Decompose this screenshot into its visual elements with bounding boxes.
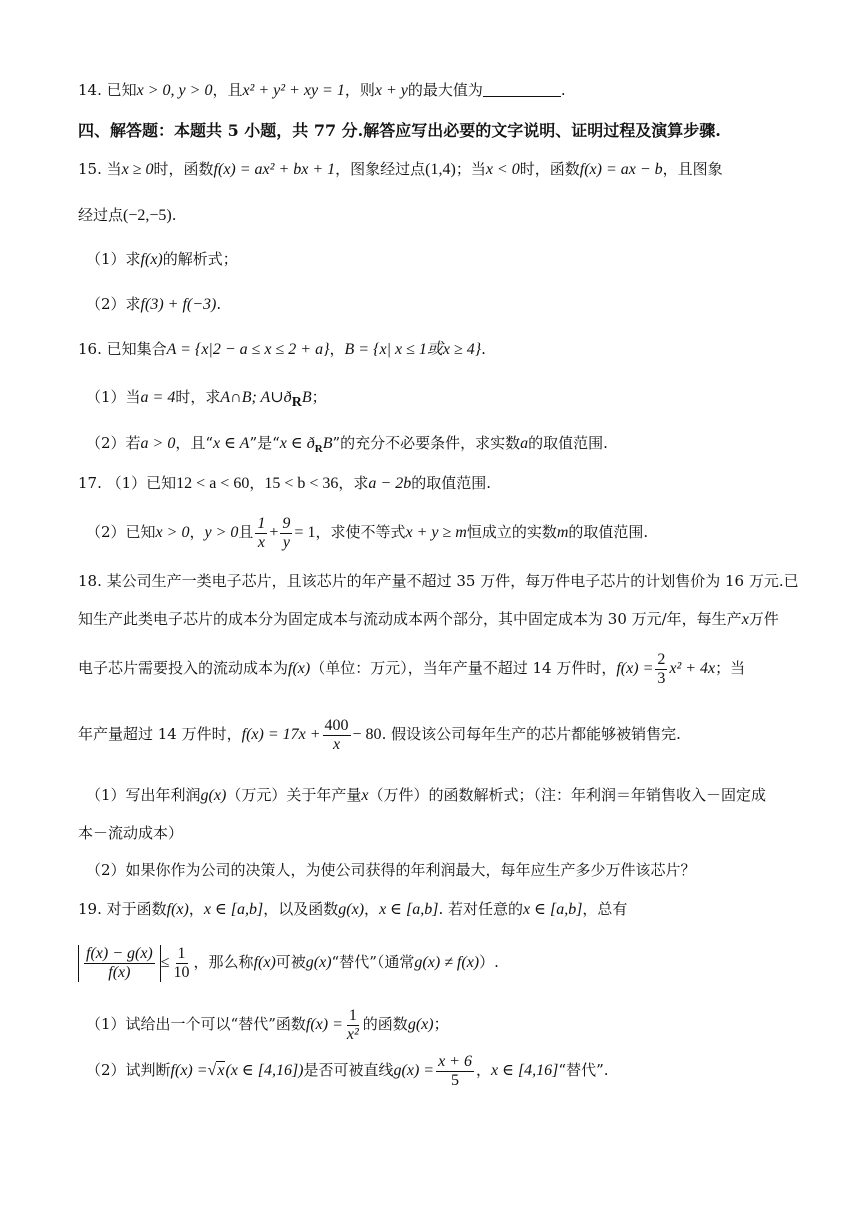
math: g(x) = (393, 1062, 435, 1079)
math: g(x) ≠ f(x) (414, 954, 480, 971)
q18-line-1: 18. 某公司生产一类电子芯片，且该芯片的年产量不超过 35 万件，每万件电子芯片的计划售价为 16 万元.已 (78, 572, 799, 590)
math: x (361, 787, 369, 804)
math: f(x) = (170, 1062, 208, 1079)
q19-part-1: （1）试给出一个可以“替代”函数f(x) = $\frac{1}{\text{x²}}$ 的函数g(x)； (86, 1006, 449, 1043)
q16-part-1: （1）当a = 4时，求A∩B; $A\cup ð_RB$； (86, 388, 327, 410)
q15-part-1: （1）求f(x)的解析式； (86, 250, 238, 268)
fraction: $\frac{9}{y}$ (282, 514, 291, 551)
math: f(x) = ax − b (579, 161, 663, 178)
math: f(x) (166, 901, 189, 918)
fraction: $\frac{1}{x}$ (257, 514, 266, 551)
sqrt-sign: √ (207, 1062, 217, 1079)
q16-part-2: （2）若a > 0，且“x ∈ A”是“x ∈ $ð_RB$”的充分不必要条件，求实数a的取值范围. (86, 434, 608, 455)
math: y > 0 (204, 524, 239, 541)
q18-part-1-cont: 本－流动成本） (78, 824, 184, 842)
math: x + y ≥ m (405, 524, 467, 541)
fraction: $\frac{1}{\text{x²}}$ (346, 1006, 359, 1043)
math: f(x) (253, 954, 276, 971)
math: f(x) (288, 660, 311, 677)
q15-line-2: 经过点(−2,−5). (78, 206, 177, 224)
q19-line-1: 19. 对于函数f(x)，x ∈ [a,b]，以及函数g(x)，x ∈ [a,b]. 若对任意的x ∈ [a,b]，总有 (78, 900, 628, 918)
math: a > 0 (140, 435, 176, 452)
math: f(x) = (305, 1016, 343, 1033)
q18-part-1: （1）写出年利润g(x)（万元）关于年产量x（万件）的函数解析式；（注：年利润＝年销售收入－固定成 (86, 786, 766, 804)
math: 15 < b < 36 (264, 475, 339, 492)
q18-part-2: （2）如果你作为公司的决策人，为使公司获得的年利润最大，每年应生产多少万件该芯片？ (86, 861, 696, 879)
sqrt-radicand: x (217, 1062, 225, 1079)
q17-part-1: 17. （1）已知12 < a < 60，15 < b < 36，求a − 2b的取值范围. (78, 474, 491, 492)
q15-part-2: （2）求f(3) + f(−3). (86, 295, 222, 313)
q17-number: 17. (78, 474, 107, 492)
math: f(3) + f(−3) (140, 296, 217, 313)
absolute-value (78, 945, 161, 982)
math: x ∈ [4,16] (491, 1062, 559, 1079)
fraction: $\frac{f(x) - g(x)}{f(x)}$ (86, 944, 153, 981)
math: x > 0 (155, 524, 190, 541)
fraction: $\frac{400}{x}$ (324, 716, 349, 753)
math: g(x) (305, 954, 332, 971)
math: a (520, 435, 529, 452)
math: g(x) (200, 787, 227, 804)
q18-line-2: 知生产此类电子芯片的成本分为固定成本与流动成本两个部分，其中固定成本为 30 万元/年，每生产x万件 (78, 610, 779, 628)
math: B (301, 389, 312, 406)
math: x ∈ ð (279, 435, 315, 452)
q16-line: 16. 已知集合A = {x|2 − a ≤ x ≤ 2 + a}，B = {x| x ≤ 1或x ≥ 4}. (78, 340, 486, 358)
math: x ∈ [a,b] (523, 901, 583, 918)
math-subscript: R (291, 395, 302, 410)
q14-number: 14. (78, 81, 107, 99)
math: B (322, 435, 333, 452)
q19-part-2: （2）试判断f(x) =√x(x ∈ [4,16])是否可被直线g(x) = $\frac{x + 6}{5}$ ，x ∈ [4,16]“替代”. (86, 1052, 609, 1089)
math: A∩B; A∪ð (220, 389, 292, 406)
math: x² + 4x (669, 660, 716, 677)
math: x < 0 (485, 161, 520, 178)
q17-part-2: （2）已知x > 0，y > 0且 $\frac{1}{x}$ + $\frac{9}{y}$ = 1，求使不等式x + y ≥ m恒成立的实数m的取值范围. (86, 514, 649, 551)
fraction: $\frac{2}{3}$ (657, 650, 666, 687)
q15-line-1: 15. 当x ≥ 0时，函数f(x) = ax² + bx + 1，图象经过点(1,4)；当x < 0时，函数f(x) = ax − b，且图象 (78, 160, 723, 178)
q15-number: 15. (78, 160, 107, 178)
answer-blank (483, 82, 561, 97)
math: 12 < a < 60 (176, 475, 250, 492)
math: g(x) (338, 901, 365, 918)
q19-line-2: $\frac{f(x) - g(x)}{f(x)}$ ≤ $\frac{1}{10}$ ，那么称f(x)可被g(x)“替代”（通常g(x) ≠ f(x)）. (78, 940, 499, 985)
math-subscript: R (314, 443, 323, 455)
math: x ∈ [a,b] (379, 901, 439, 918)
math: − 80 (352, 726, 382, 743)
math: x > 0, y > 0 (136, 82, 213, 99)
math: a − 2b (368, 475, 412, 492)
math: x (741, 611, 749, 628)
q18-line-4: 年产量超过 14 万件时，f(x) = 17x + $\frac{400}{x}$ − 80. 假设该公司每年生产的芯片都能够被销售完. (78, 716, 681, 753)
math: (x ∈ [4,16]) (225, 1062, 304, 1079)
math: x + y (374, 82, 408, 99)
math: = 1 (294, 524, 316, 541)
q14-line: 14. 已知x > 0, y > 0，且x² + y² + xy = 1，则x + y的最大值为 . (78, 81, 566, 99)
fraction: $\frac{x + 6}{5}$ (438, 1052, 472, 1089)
math: m (556, 524, 569, 541)
math: A = {x|2 − a ≤ x ≤ 2 + a} (166, 341, 330, 358)
math: f(x) = 17x + (241, 726, 321, 743)
q19-number: 19. (78, 900, 107, 918)
math: x ≥ 0 (121, 161, 154, 178)
fraction: $\frac{1}{10}$ (173, 944, 190, 981)
math: x ∈ A (213, 435, 250, 452)
math: (1,4) (425, 161, 456, 178)
section-heading: 四、解答题：本题共 5 小题，共 77 分.解答应写出必要的文字说明、证明过程及演算步骤. (78, 121, 721, 140)
math: f(x) = (616, 660, 654, 677)
math: x ∈ [a,b] (203, 901, 264, 918)
math: f(x) (140, 251, 163, 268)
math: (−2,−5) (123, 207, 172, 224)
q16-number: 16. (78, 340, 107, 358)
math: B = {x| x ≤ 1或x ≥ 4} (344, 341, 482, 358)
math: f(x) = ax² + bx + 1 (213, 161, 336, 178)
math: a = 4 (140, 389, 176, 406)
q18-line-3: 电子芯片需要投入的流动成本为f(x)（单位：万元），当年产量不超过 14 万件时，f(x) = $\frac{2}{3}$ x² + 4x；当 (78, 650, 746, 687)
math: x² + y² + xy = 1 (242, 82, 345, 99)
math: g(x) (407, 1016, 434, 1033)
